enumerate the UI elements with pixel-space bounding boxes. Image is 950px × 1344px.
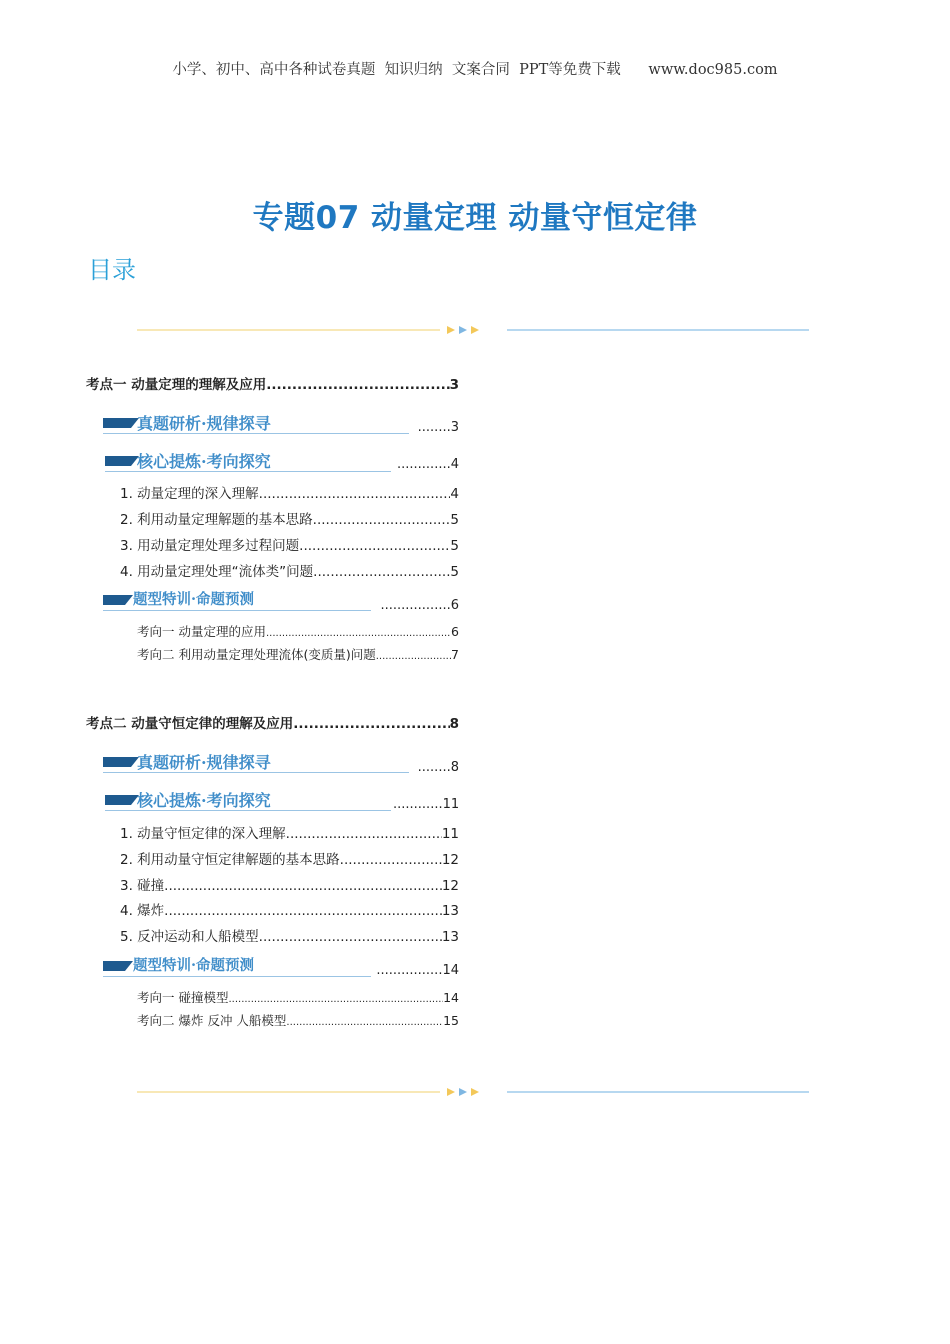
banner-page: ................14 xyxy=(376,963,459,978)
banner-hexin-1[interactable]: 核心提炼·考向探究 xyxy=(105,449,393,475)
banner-tixing-2[interactable]: 题型特训·命题预测 xyxy=(103,954,375,980)
arrow-icon xyxy=(459,1088,467,1096)
toc-item[interactable]: 1. 动量定理的深入理解 ..... 4 xyxy=(120,482,459,502)
arrow-icon xyxy=(447,1088,455,1096)
toc-subitem[interactable]: 考向一 动量定理的应用 ..... 6 xyxy=(137,622,459,640)
banner-zhenti-1[interactable]: 真题研析·规律探寻 xyxy=(103,411,413,437)
banner-page: ........8 xyxy=(417,760,459,775)
banner-tixing-1[interactable]: 题型特训·命题预测 xyxy=(103,588,375,614)
toc-heading-2[interactable]: 考点二 动量守恒定律的理解及应用 ..... 8 xyxy=(86,712,459,732)
toc-item[interactable]: 4. 爆炸 ..... 13 xyxy=(120,899,459,919)
toc-item[interactable]: 1. 动量守恒定律的深入理解 ..... 11 xyxy=(120,822,459,842)
arrow-icon xyxy=(459,326,467,334)
site-header: 小学、初中、高中各种试卷真题 知识归纳 文案合同 PPT等免费下载 www.doc985.com xyxy=(172,62,778,78)
bottom-divider xyxy=(0,1082,950,1102)
toc-item[interactable]: 4. 用动量定理处理“流体类”问题 ..... 5 xyxy=(120,560,459,580)
banner-page: ........3 xyxy=(417,420,459,435)
toc-item[interactable]: 2. 利用动量定理解题的基本思路 ..... 5 xyxy=(120,508,459,528)
top-divider xyxy=(0,320,950,340)
toc-item[interactable]: 3. 碰撞 ..... 12 xyxy=(120,874,459,894)
toc-subitem[interactable]: 考向二 利用动量定理处理流体(变质量)问题 ..... 7 xyxy=(137,645,459,663)
arrow-icon xyxy=(471,326,479,334)
toc-item[interactable]: 2. 利用动量守恒定律解题的基本思路 ..... 12 xyxy=(120,848,459,868)
toc-label: 目录 xyxy=(88,256,136,284)
banner-page: .................6 xyxy=(380,598,459,613)
toc-subitem[interactable]: 考向二 爆炸 反冲 人船模型 ..... 15 xyxy=(137,1011,459,1029)
banner-page: ............11 xyxy=(393,797,460,812)
banner-hexin-2[interactable]: 核心提炼·考向探究 xyxy=(105,788,393,814)
arrow-icon xyxy=(447,326,455,334)
page-title: 专题07 动量定理 动量守恒定律 xyxy=(252,200,698,236)
banner-zhenti-2[interactable]: 真题研析·规律探寻 xyxy=(103,750,413,776)
toc-item[interactable]: 5. 反冲运动和人船模型 ..... 13 xyxy=(120,925,459,945)
toc-heading-1[interactable]: 考点一 动量定理的理解及应用 ..... 3 xyxy=(86,373,459,393)
toc-item[interactable]: 3. 用动量定理处理多过程问题 ..... 5 xyxy=(120,534,459,554)
banner-page: .............4 xyxy=(397,457,459,472)
arrow-icon xyxy=(471,1088,479,1096)
toc-subitem[interactable]: 考向一 碰撞模型 ..... 14 xyxy=(137,988,459,1006)
